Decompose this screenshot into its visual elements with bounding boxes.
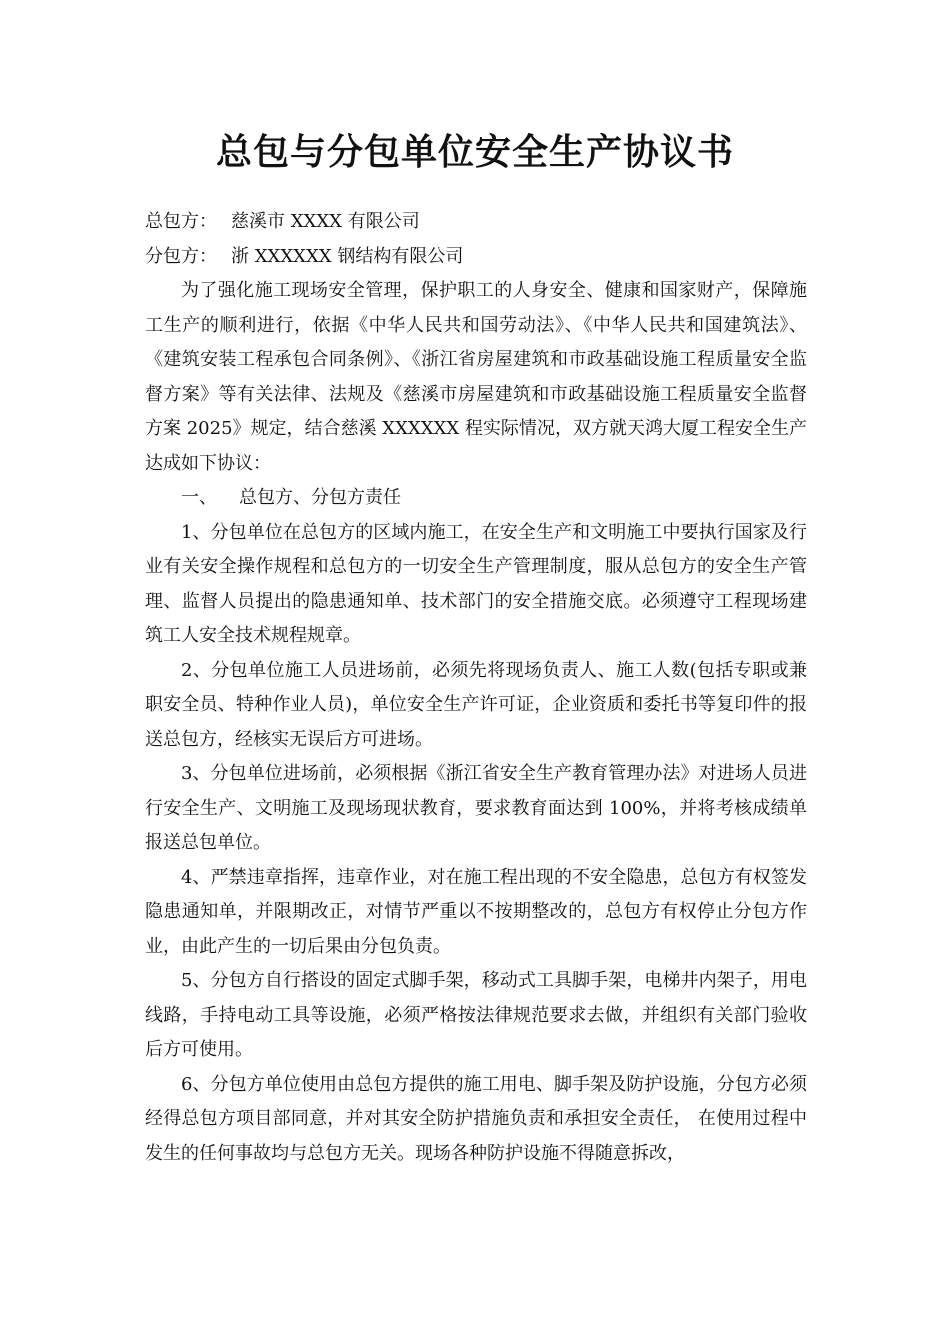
clause-paragraph: 4、严禁违章指挥，违章作业，对在施工程出现的不安全隐患，总包方有权签发隐患通知单，并限期改正，对情节严重以不按期整改的，总包方有权停止分包方作业，由此产生的一切后果由分包负责。 [145, 866, 807, 957]
clause-paragraph: 3、分包单位进场前，必须根据《浙江省安全生产教育管理办法》对进场人员进行安全生产、文明施工及现场现状教育，要求教育面达到 100%，并将考核成绩单报送总包单位。 [145, 763, 807, 853]
clause-paragraph: 1、分包单位在总包方的区域内施工，在安全生产和文明施工中要执行国家及行业有关安全操作规程和总包方的一切安全生产管理制度，服从总包方的安全生产管理、监督人员提出的隐患通知单、技术部门的安全措施交底。必须遵守工程现场建筑工人安全技术规程规章。 [145, 521, 807, 646]
party-value: 慈溪市 XXXX 有限公司 [231, 211, 420, 232]
section-number: 一、 [181, 487, 217, 508]
clause-paragraph: 2、分包单位施工人员进场前，必须先将现场负责人、施工人数(包括专职或兼职安全员、特种作业人员)，单位安全生产许可证，企业资质和委托书等复印件的报送总包方，经核实无误后方可进场。 [145, 659, 807, 750]
party-general-contractor [145, 205, 807, 240]
intro-paragraph: 为了强化施工现场安全管理，保护职工的人身安全、健康和国家财产，保障施工生产的顺利进行，依据《中华人民共和国劳动法》、《中华人民共和国建筑法》、《建筑安装工程承包合同条例》、《浙江省房屋建筑和市政基础设施工程质量安全监督方案》等有关法律、法规及《慈溪市房屋建筑和市政基础设施工程质量安全监督方案 2025》规定，结合慈溪 XXXXXX 程实际情况，双方就天鸿大厦工程安全生产达成如下协议： [145, 280, 807, 474]
section-title: 总包方、分包方责任 [239, 487, 401, 508]
clause-paragraph: 6、分包方单位使用由总包方提供的施工用电、脚手架及防护设施，分包方必须经得总包方项目部同意，并对其安全防护措施负责和承担安全责任， 在使用过程中发生的任何事故均与总包方无关。现场各种防护设施不得随意拆改， [145, 1073, 807, 1164]
party-subcontractor [145, 240, 807, 275]
party-value: 浙 XXXXXX 钢结构有限公司 [231, 245, 464, 267]
party-label: 分包方： [145, 245, 217, 267]
clause-paragraph: 5、分包方自行搭设的固定式脚手架，移动式工具脚手架，电梯井内架子，用电线路，手持电动工具等设施，必须严格按法律规范要求去做，并组织有关部门验收后方可使用。 [145, 970, 807, 1060]
section-heading [145, 481, 807, 516]
party-label: 总包方： [145, 211, 217, 232]
document-body [145, 205, 807, 1171]
document-title: 总包与分包单位安全生产协议书 [215, 131, 734, 173]
